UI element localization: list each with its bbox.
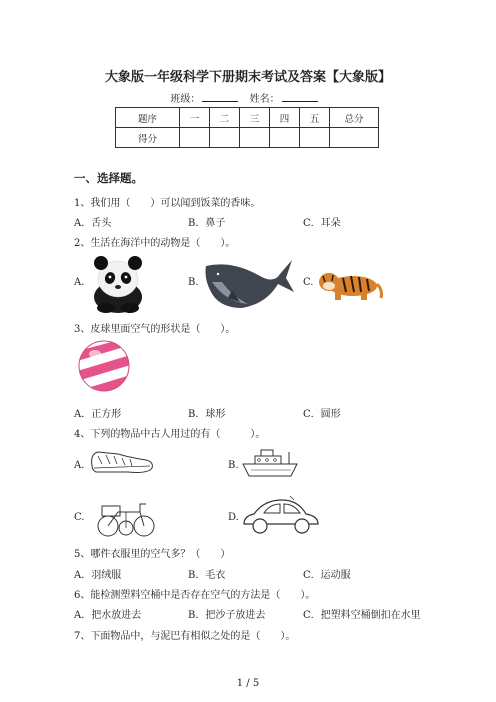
score-cell bbox=[240, 128, 270, 148]
score-cell bbox=[180, 128, 210, 148]
class-blank bbox=[202, 92, 238, 102]
option-b: B．把沙子放进去 bbox=[188, 610, 266, 621]
header-cell: 题序 bbox=[116, 108, 180, 128]
option-a: A．把水放进去 bbox=[74, 610, 142, 621]
option-a: A．舌头 bbox=[74, 218, 112, 229]
option-b: B．毛衣 bbox=[188, 570, 226, 581]
option-c: C．把塑料空桶倒扣在水里 bbox=[303, 610, 421, 621]
class-name-line bbox=[0, 90, 496, 105]
header-cell: 三 bbox=[240, 108, 270, 128]
option-b: B．鼻子 bbox=[188, 218, 226, 229]
option-c: C. bbox=[303, 277, 314, 288]
shoe-image bbox=[88, 448, 156, 476]
tricycle-image bbox=[96, 500, 158, 538]
header-cell: 二 bbox=[210, 108, 240, 128]
option-c: C．运动服 bbox=[303, 570, 351, 581]
option-c: C．耳朵 bbox=[303, 218, 341, 229]
option-d: D. bbox=[228, 512, 239, 523]
question-5: 5、哪件衣服里的空气多？（ ） bbox=[74, 549, 231, 560]
name-blank bbox=[282, 92, 318, 102]
row-label-cell: 得分 bbox=[116, 128, 180, 148]
question-2: 2、生活在海洋中的动物是（ ）。 bbox=[74, 238, 236, 249]
option-a: A. bbox=[74, 277, 85, 288]
question-7: 7、下面物品中，与泥巴有相似之处的是（ ）。 bbox=[74, 631, 296, 642]
ball-image bbox=[78, 338, 130, 394]
score-table bbox=[115, 107, 379, 148]
score-table-score-row bbox=[116, 128, 379, 148]
question-6: 6、能检测塑料空桶中是否存在空气的方法是（ ）。 bbox=[74, 590, 316, 601]
section-heading: 一、选择题。 bbox=[74, 171, 143, 185]
class-label: 班级： bbox=[170, 94, 201, 105]
score-cell bbox=[300, 128, 330, 148]
tiger-image bbox=[315, 266, 383, 302]
header-cell: 总分 bbox=[330, 108, 379, 128]
car-image bbox=[240, 496, 322, 536]
name-label: 姓名： bbox=[249, 94, 280, 105]
option-b: B．球形 bbox=[188, 409, 226, 420]
whale-image bbox=[202, 252, 294, 312]
header-cell: 四 bbox=[270, 108, 300, 128]
option-a: A. bbox=[74, 460, 85, 471]
score-cell bbox=[270, 128, 300, 148]
option-c: C. bbox=[74, 512, 85, 523]
option-b: B. bbox=[188, 277, 199, 288]
score-table-header-row bbox=[116, 108, 379, 128]
ship-image bbox=[241, 448, 299, 478]
option-a: A．正方形 bbox=[74, 409, 122, 420]
question-3: 3、皮球里面空气的形状是（ ）。 bbox=[74, 324, 236, 335]
panda-image bbox=[86, 253, 150, 313]
document-title: 大象版一年级科学下册期末考试及答案【大象版】 bbox=[104, 70, 391, 85]
question-1: 1、我们用（ ）可以闻到饭菜的香味。 bbox=[74, 198, 261, 209]
score-cell bbox=[210, 128, 240, 148]
question-4: 4、下列的物品中古人用过的有（ ）。 bbox=[74, 429, 266, 440]
header-cell: 五 bbox=[300, 108, 330, 128]
page-number: 1 / 5 bbox=[236, 678, 260, 689]
option-b: B. bbox=[228, 460, 239, 471]
option-a: A．羽绒服 bbox=[74, 570, 122, 581]
option-c: C．圆形 bbox=[303, 409, 341, 420]
header-cell: 一 bbox=[180, 108, 210, 128]
score-cell bbox=[330, 128, 379, 148]
